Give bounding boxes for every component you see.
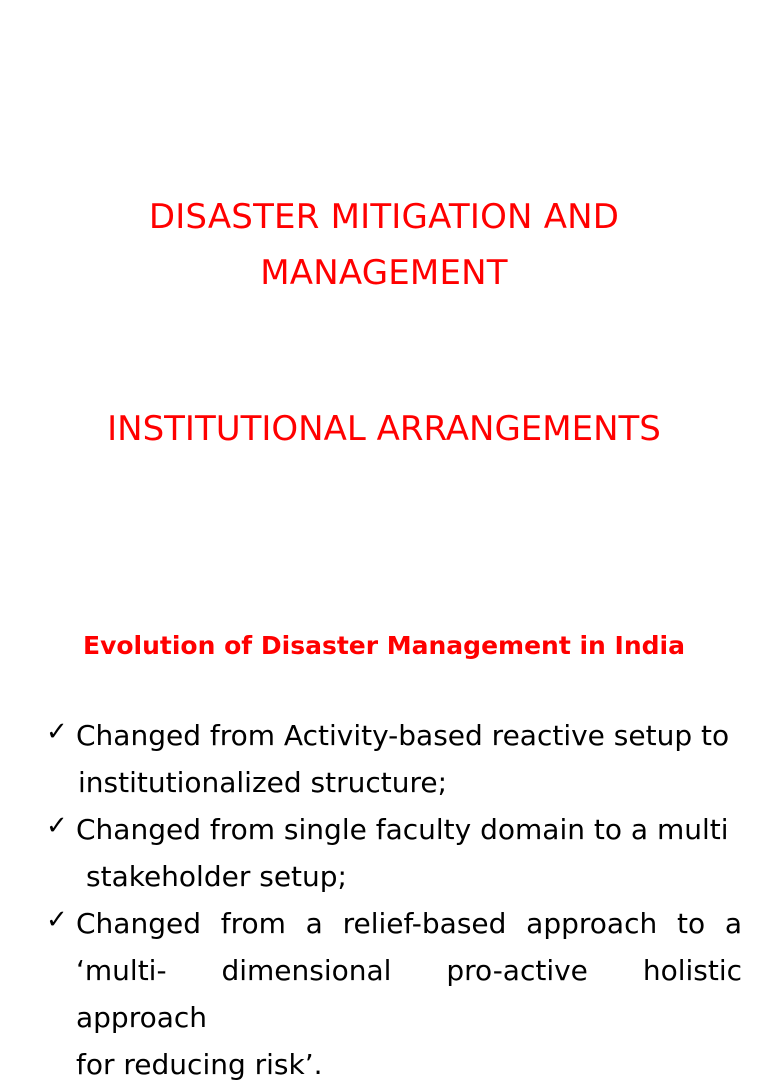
slide-subtitle: INSTITUTIONAL ARRANGEMENTS (107, 409, 661, 449)
slide-title-line-2: MANAGEMENT (260, 253, 508, 293)
bullet-text-line: institutionalized structure; (78, 766, 448, 799)
bullet-text-line: ‘multi- dimensional pro-active holistic approach (76, 954, 742, 1034)
slide-title-line-1: DISASTER MITIGATION AND (148, 197, 620, 237)
bullet-item (46, 806, 742, 900)
check-mark-icon: ✓ (46, 905, 68, 935)
check-mark-icon: ✓ (46, 811, 68, 841)
bullet-text-line: for reducing risk’. (76, 1048, 323, 1081)
bullet-text-line: Changed from Activity-based reactive setup to (76, 719, 730, 752)
bullet-list (46, 712, 742, 1088)
bullet-item (46, 900, 742, 1088)
section-heading: Evolution of Disaster Management in India (83, 631, 685, 660)
bullet-item (46, 712, 742, 806)
bullet-text-line: stakeholder setup; (86, 860, 347, 893)
check-mark-icon: ✓ (46, 717, 68, 747)
bullet-text-line: Changed from single faculty domain to a multi (76, 813, 729, 846)
bullet-text-line: Changed from a relief-based approach to a (76, 907, 742, 940)
